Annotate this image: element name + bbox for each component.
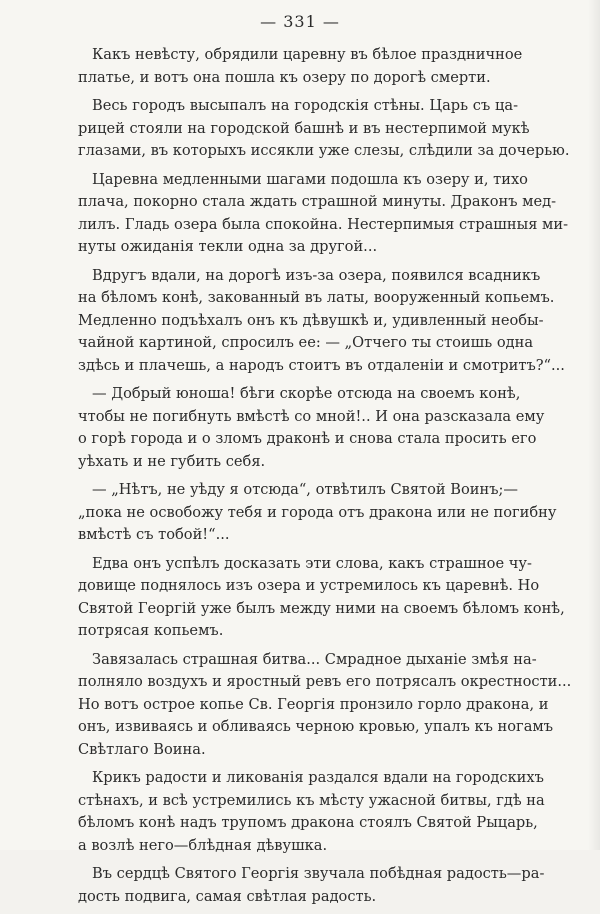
text-line: Медленно подъѣхалъ онъ къ дѣвушкѣ и, удивленный необы- (78, 311, 544, 329)
text-line: бѣломъ конѣ надъ трупомъ дракона стоялъ Святой Рыцарь, (78, 814, 538, 831)
text-line: вмѣстѣ съ тобой!“... (78, 526, 230, 543)
text-line: глазами, въ которыхъ иссякли уже слезы, слѣдили за дочерью. (78, 142, 570, 159)
text-line: Весь городъ высыпалъ на городскія стѣны. Царь съ ца- (92, 97, 518, 114)
text-line: онъ, извиваясь и обливаясь черною кровью, упалъ къ ногамъ (78, 718, 554, 735)
text-line: Въ сердцѣ Святого Георгія звучала побѣдная радость—ра- (92, 865, 545, 882)
text-line: дость подвига, самая свѣтлая радость. (78, 887, 377, 905)
paragraph (78, 649, 572, 762)
paragraph (78, 863, 545, 908)
text-line: — Добрый юноша! бѣги скорѣе отсюда на своемъ конѣ, (92, 385, 521, 402)
paragraph (78, 265, 565, 378)
text-line: платье, и вотъ она пошла къ озеру по дорогѣ смерти. (78, 68, 491, 86)
paragraph (78, 767, 545, 857)
text-line: о горѣ города и о зломъ драконѣ и снова стала просить его (78, 430, 537, 447)
text-line: чайной картиной, спросилъ ее: — „Отчего ты стоишь одна (78, 334, 534, 351)
text-line: Какъ невѣсту, обрядили царевну въ бѣлое праздничное (92, 46, 523, 63)
text-line: рицей стояли на городской башнѣ и въ нестерпимой мукѣ (78, 119, 530, 137)
paragraph (78, 44, 523, 89)
text-line: „пока не освобожу тебя и города отъ дракона или не погибну (78, 503, 557, 521)
body-text (78, 44, 572, 914)
text-line: Вдругъ вдали, на дорогѣ изъ-за озера, появился всадникъ (92, 266, 541, 284)
text-line: а возлѣ него—блѣдная дѣвушка. (78, 836, 328, 854)
text-line: довище поднялось изъ озера и устремилось къ царевнѣ. Но (78, 577, 540, 594)
text-line: лилъ. Гладь озера была спокойна. Нестерпимыя страшныя ми- (78, 215, 569, 233)
text-line: Крикъ радости и ликованія раздался вдали на городскихъ (92, 769, 544, 786)
text-line: нуты ожиданія текли одна за другой... (78, 238, 378, 255)
paragraph (78, 169, 569, 259)
paragraph (78, 479, 557, 547)
text-line: стѣнахъ, и всѣ устремились къ мѣсту ужасной битвы, гдѣ на (78, 791, 545, 809)
text-line: Святой Георгій уже былъ между ними на своемъ бѣломъ конѣ, (78, 599, 565, 617)
page-edge-shadow (588, 0, 600, 850)
text-line: уѣхать и не губить себя. (78, 452, 266, 470)
text-line: — „Нѣтъ, не уѣду я отсюда“, отвѣтилъ Святой Воинъ;— (92, 481, 519, 498)
text-line: здѣсь и плачешь, а народъ стоитъ въ отдаленіи и смотритъ?“... (78, 356, 565, 374)
text-line: чтобы не погибнуть вмѣстѣ со мной!.. И она разсказала ему (78, 407, 545, 425)
text-line: плача, покорно стала ждать страшной минуты. Драконъ мед- (78, 193, 557, 210)
paragraph (78, 553, 565, 643)
text-line: потрясая копьемъ. (78, 622, 224, 639)
text-line: Царевна медленными шагами подошла къ озеру и, тихо (92, 170, 528, 188)
paragraph (78, 95, 570, 163)
text-line: полняло воздухъ и яростный ревъ его потрясалъ окрестности... (78, 673, 572, 690)
page-number: — 331 — (260, 12, 340, 31)
text-line: Завязалась страшная битва... Смрадное дыханіе змѣя на- (92, 650, 537, 668)
text-line: Но вотъ острое копье Св. Георгія пронзило горло дракона, и (78, 695, 549, 713)
paragraph (78, 383, 545, 473)
text-line: на бѣломъ конѣ, закованный въ латы, вооруженный копьемъ. (78, 289, 555, 306)
text-line: Свѣтлаго Воина. (78, 740, 206, 758)
text-line: Едва онъ успѣлъ досказать эти слова, какъ страшное чу- (92, 554, 532, 572)
